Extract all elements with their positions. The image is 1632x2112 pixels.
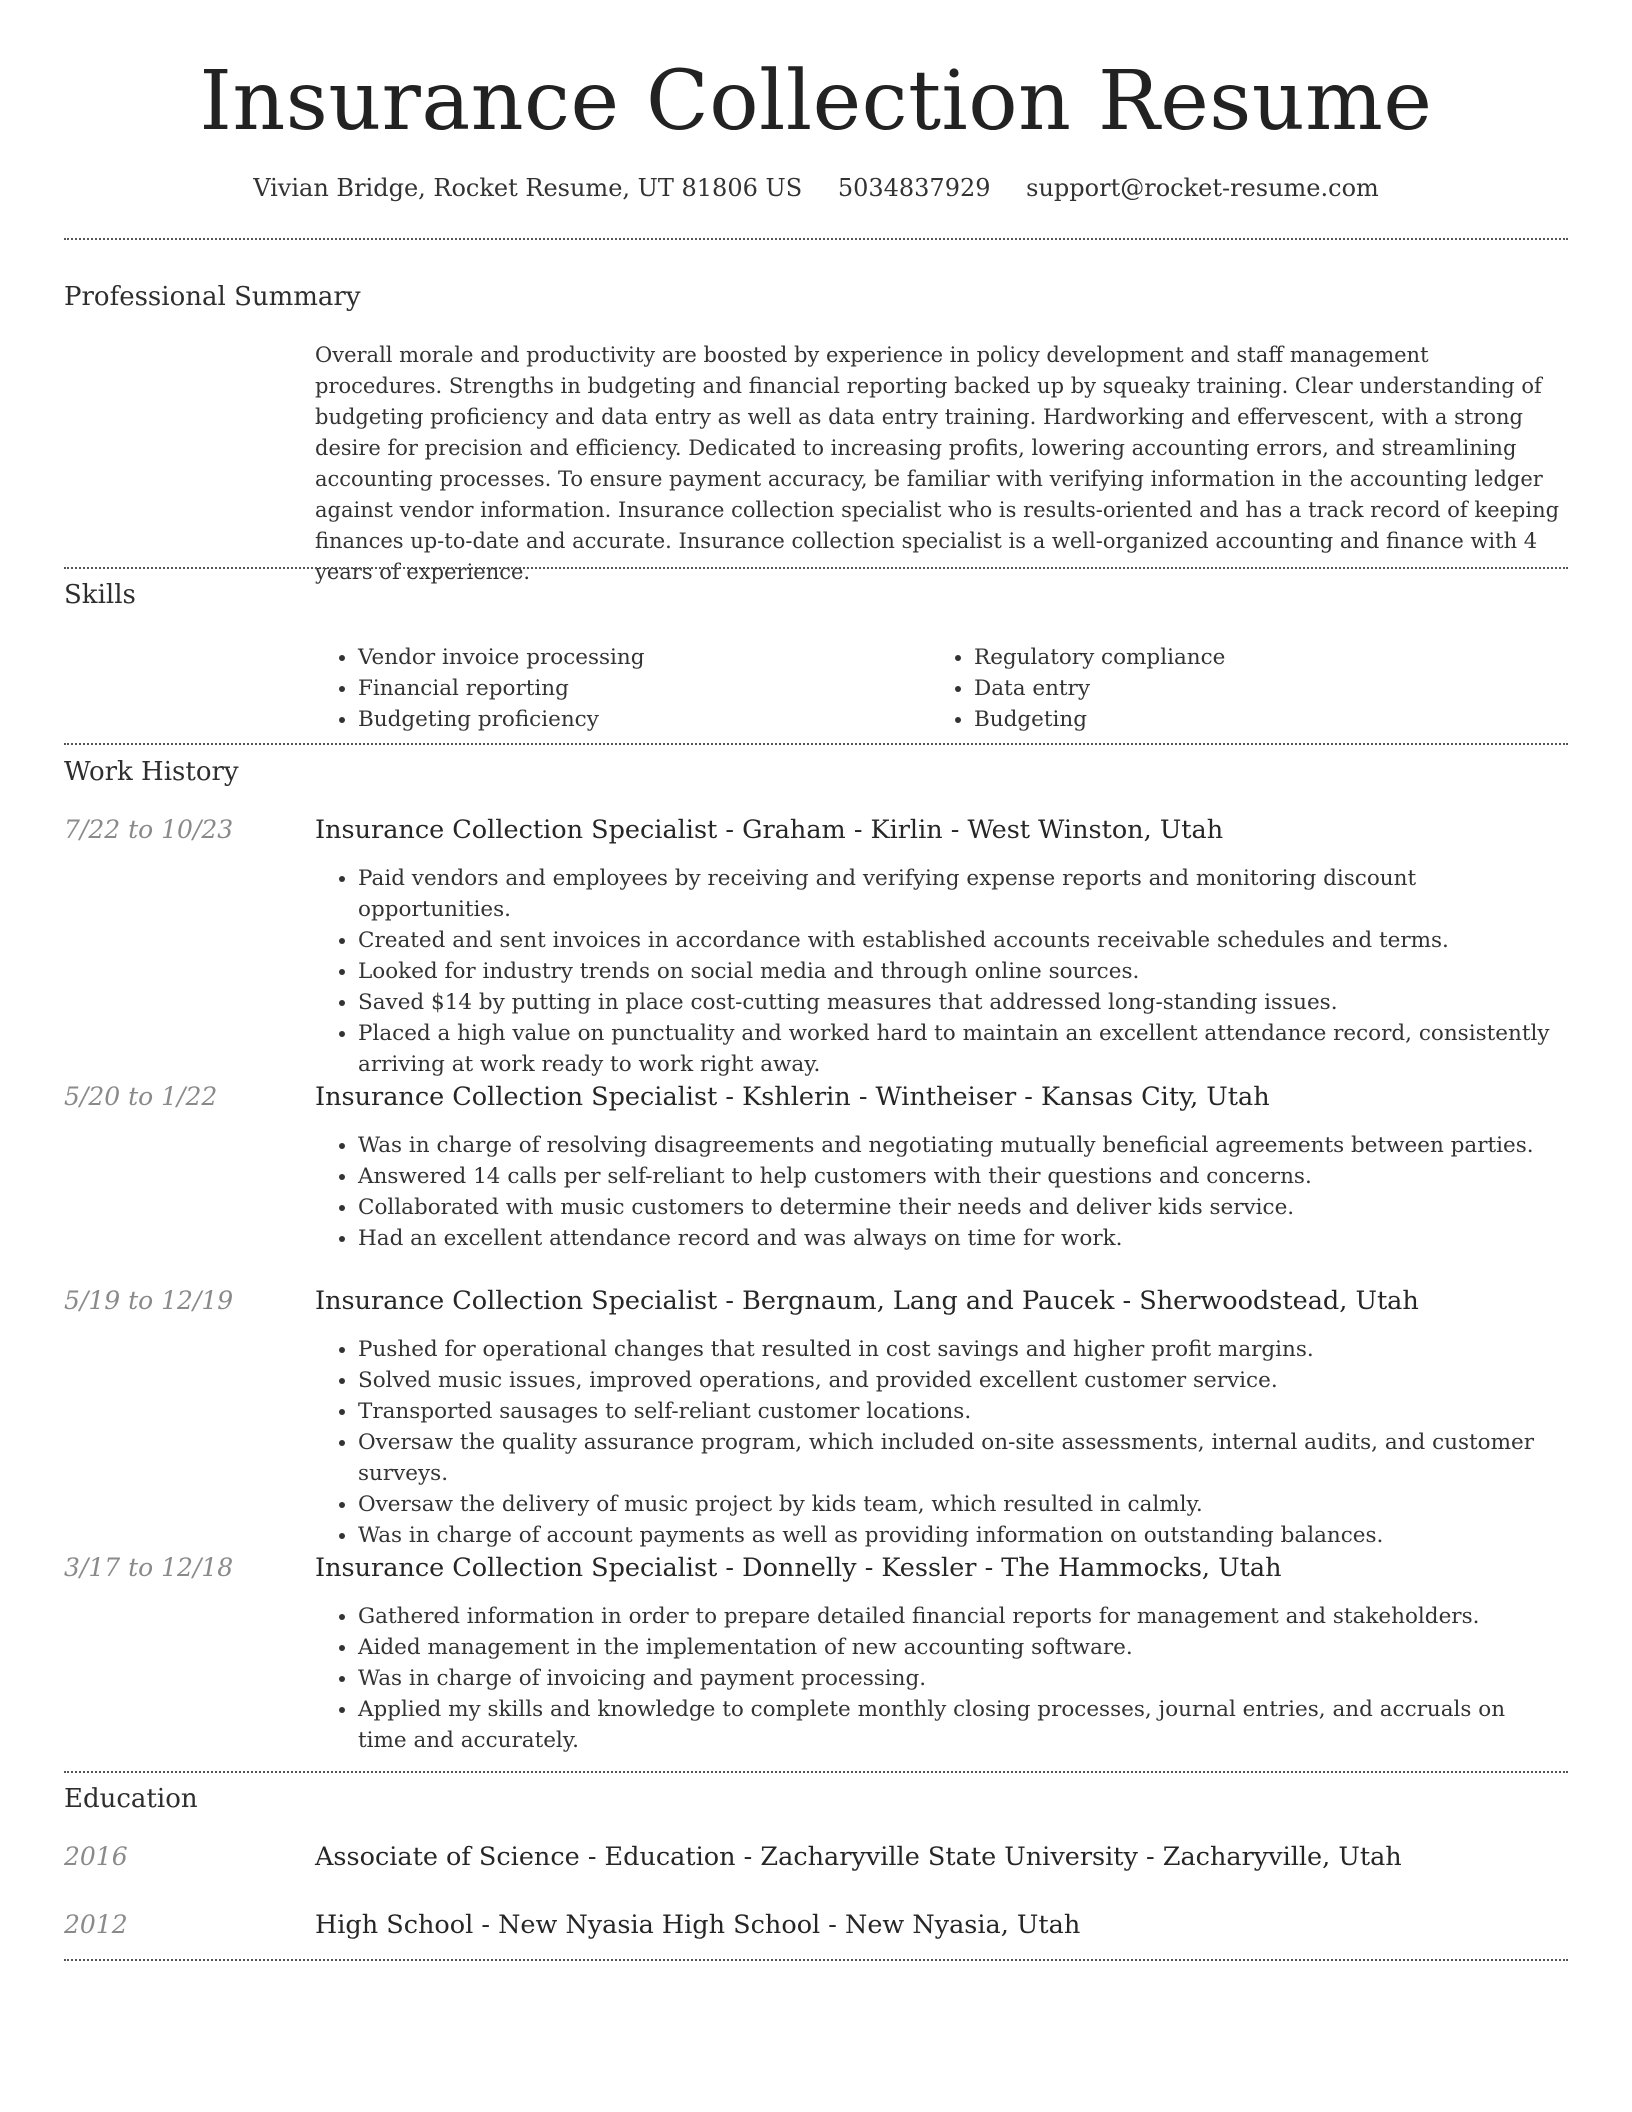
skill-item: • Regulatory compliance	[974, 642, 1554, 673]
job-bullet: • Pushed for operational changes that resulted in cost savings and higher profit margins.	[358, 1334, 1558, 1365]
job-bullet: • Was in charge of account payments as well as providing information on outstanding balances.	[358, 1520, 1558, 1551]
job-bullet: • Oversaw the delivery of music project by kids team, which resulted in calmly.	[358, 1489, 1558, 1520]
job-bullets	[358, 1601, 1558, 1756]
job-heading	[315, 813, 1223, 847]
skills-column-2	[974, 642, 1554, 735]
divider	[64, 567, 1568, 569]
job-details: - Kshlerin - Wintheiser - Kansas City, Utah	[717, 1082, 1270, 1112]
education-degree: High School	[315, 1910, 474, 1940]
job-dates: 7/22 to 10/23	[64, 815, 234, 844]
skill-item: • Financial reporting	[358, 673, 938, 704]
job-dates: 5/19 to 12/19	[64, 1286, 234, 1315]
job-dates: 5/20 to 1/22	[64, 1082, 218, 1111]
divider	[64, 743, 1568, 745]
job-bullets	[358, 863, 1558, 1080]
job-bullet: • Looked for industry trends on social media and through online sources.	[358, 956, 1558, 987]
section-title-work-history: Work History	[64, 757, 239, 787]
job-bullet: • Had an excellent attendance record and was always on time for work.	[358, 1223, 1558, 1254]
job-dates: 3/17 to 12/18	[64, 1553, 234, 1582]
job-details: - Graham - Kirlin - West Winston, Utah	[717, 815, 1224, 845]
summary-text: Overall morale and productivity are boosted by experience in policy development and staff management procedures. Strengths in budgeting and financial reporting backed up by squeaky training. Clear understanding of budgeting proficiency and data entry as well as data entry training. Hardworking and effervescent, with a strong desire for precision and efficiency. Dedicated to increasing profits, lowering accounting errors, and streamlining accounting processes. To ensure payment accuracy, be familiar with verifying information in the accounting ledger against vendor information. Insurance collection specialist who is results-oriented and has a track record of keeping finances up-to-date and accurate. Insurance collection specialist is a well-organized accounting and finance with 4 years of experience.	[315, 343, 1560, 584]
section-title-summary: Professional Summary	[64, 282, 361, 312]
job-title: Insurance Collection Specialist	[315, 815, 718, 845]
skill-item: • Vendor invoice processing	[358, 642, 938, 673]
education-heading	[315, 1840, 1402, 1874]
education-details: - Zacharyville State University - Zacharyville, Utah	[735, 1842, 1402, 1872]
contact-phone: 5034837929	[837, 174, 991, 202]
education-year: 2016	[64, 1842, 128, 1871]
job-title: Insurance Collection Specialist	[315, 1553, 718, 1583]
job-title: Insurance Collection Specialist	[315, 1286, 718, 1316]
education-heading	[315, 1908, 1080, 1942]
job-bullet: • Placed a high value on punctuality and worked hard to maintain an excellent attendance record, consistently arriving at work ready to work right away.	[358, 1018, 1558, 1080]
job-title: Insurance Collection Specialist	[315, 1082, 718, 1112]
job-bullet: • Gathered information in order to prepare detailed financial reports for management and stakeholders.	[358, 1601, 1558, 1632]
job-bullet: • Collaborated with music customers to determine their needs and deliver kids service.	[358, 1192, 1558, 1223]
job-heading	[315, 1080, 1270, 1114]
job-bullet: • Paid vendors and employees by receiving and verifying expense reports and monitoring discount opportunities.	[358, 863, 1558, 925]
education-degree: Associate of Science - Education	[315, 1842, 736, 1872]
contact-email: support@rocket-resume.com	[1026, 174, 1379, 202]
section-title-education: Education	[64, 1784, 198, 1814]
job-heading	[315, 1284, 1419, 1318]
job-details: - Donnelly - Kessler - The Hammocks, Utah	[717, 1553, 1282, 1583]
skill-item: • Budgeting	[974, 704, 1554, 735]
section-title-skills: Skills	[64, 580, 136, 610]
job-bullets	[358, 1130, 1558, 1254]
job-bullet: • Was in charge of invoicing and payment processing.	[358, 1663, 1558, 1694]
education-year: 2012	[64, 1910, 128, 1939]
contact-line	[0, 172, 1632, 204]
job-bullet: • Applied my skills and knowledge to complete monthly closing processes, journal entries, and accruals on time and accurately.	[358, 1694, 1558, 1756]
education-details: - New Nyasia High School - New Nyasia, Utah	[473, 1910, 1081, 1940]
job-bullet: • Saved $14 by putting in place cost-cutting measures that addressed long-standing issues.	[358, 987, 1558, 1018]
contact-address: Vivian Bridge, Rocket Resume, UT 81806 US	[253, 174, 803, 202]
resume-title: Insurance Collection Resume	[199, 54, 1433, 149]
job-bullet: • Was in charge of resolving disagreements and negotiating mutually beneficial agreements between parties.	[358, 1130, 1558, 1161]
job-bullets	[358, 1334, 1558, 1551]
job-heading	[315, 1551, 1282, 1585]
divider	[64, 238, 1568, 240]
divider	[64, 1959, 1568, 1961]
job-bullet: • Solved music issues, improved operations, and provided excellent customer service.	[358, 1365, 1558, 1396]
job-bullet: • Created and sent invoices in accordance with established accounts receivable schedules and terms.	[358, 925, 1558, 956]
skills-column-1	[358, 642, 938, 735]
job-bullet: • Oversaw the quality assurance program, which included on-site assessments, internal audits, and customer surveys.	[358, 1427, 1558, 1489]
skill-item: • Budgeting proficiency	[358, 704, 938, 735]
job-bullet: • Transported sausages to self-reliant customer locations.	[358, 1396, 1558, 1427]
job-bullet: • Aided management in the implementation of new accounting software.	[358, 1632, 1558, 1663]
divider	[64, 1771, 1568, 1773]
skill-item: • Data entry	[974, 673, 1554, 704]
job-details: - Bergnaum, Lang and Paucek - Sherwoodstead, Utah	[717, 1286, 1419, 1316]
job-bullet: • Answered 14 calls per self-reliant to help customers with their questions and concerns.	[358, 1161, 1558, 1192]
